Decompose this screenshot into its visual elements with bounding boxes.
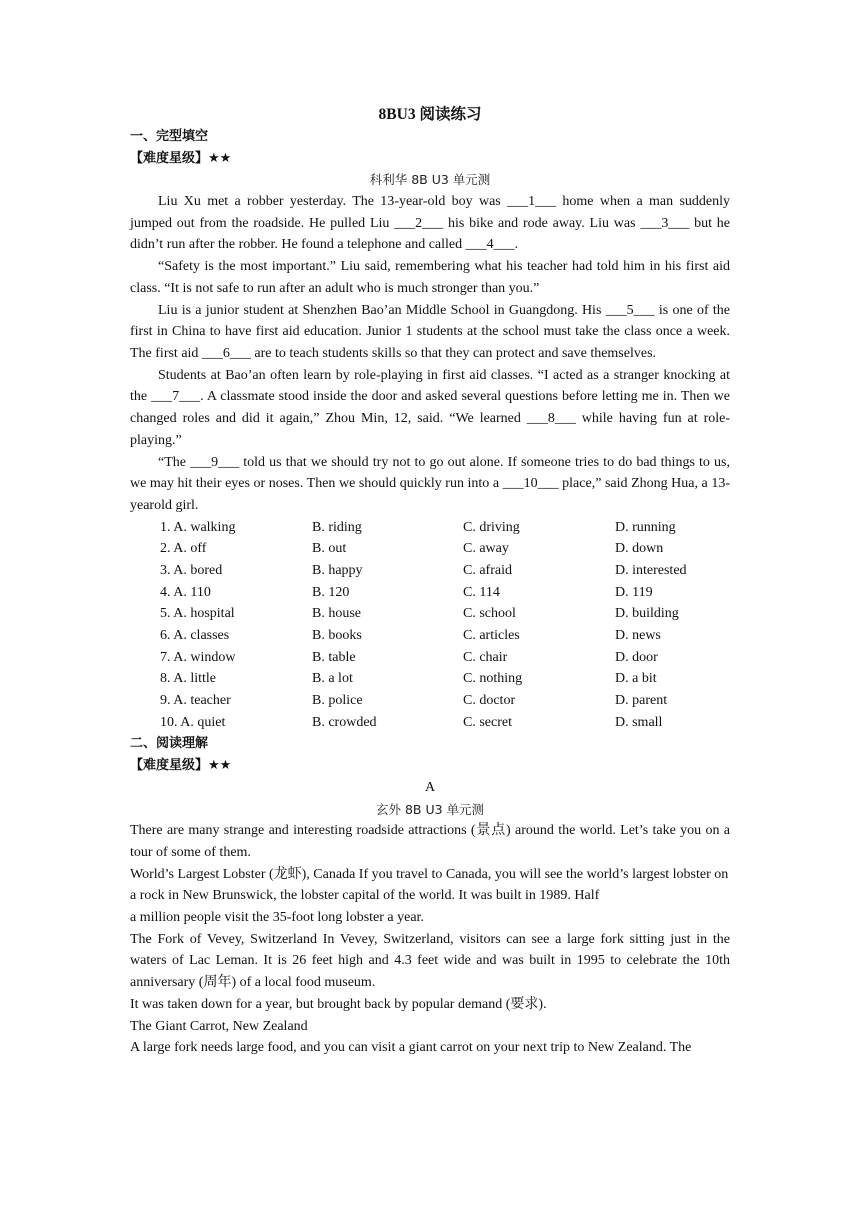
reading-paragraph-1: There are many strange and interesting roadside attractions (景点) around the world. Let’s take you on a tour of some of them. [130, 823, 730, 860]
option-row [160, 538, 730, 560]
option-b: B. police [312, 693, 363, 709]
cloze-paragraph-5: “The ___9___ told us that we should try not to go out alone. If someone tries to do bad things to us, we may hit their eyes or noses. Then we should quickly run into a ___10___ place,” said Zhong Hua, a 13-yearold girl. [130, 454, 730, 513]
option-b: B. 120 [312, 584, 350, 600]
option-d: D. interested [615, 562, 687, 578]
option-a: 3. A. bored [160, 562, 223, 578]
reading-paragraph-4: The Fork of Vevey, Switzerland In Vevey, Switzerland, visitors can see a large fork sitting just in the waters of Lac Leman. It is 26 feet high and 4.3 feet wide and was built in 1995 to celebrate the 10th anniversary (周年) of a local food museum. [130, 931, 730, 991]
option-c: C. doctor [463, 693, 516, 709]
option-d: D. door [615, 649, 658, 665]
section1-source: 科利华 8B U3 单元测 [369, 172, 491, 188]
cloze-paragraph-3: Liu is a junior student at Shenzhen Bao’an Middle School in Guangdong. His ___5___ is one of the first in China to have first aid education. Junior 1 students at the school must take the class once a week. The first aid ___6___ are to teach students skills so that they can protect and save themselves. [130, 302, 730, 361]
passage-label: A [424, 779, 436, 795]
option-c: C. secret [463, 714, 512, 730]
option-row [160, 647, 730, 669]
option-c: C. articles [463, 628, 520, 644]
reading-paragraph-3: a million people visit the 35-foot long lobster a year. [130, 910, 424, 926]
option-b: B. crowded [312, 714, 377, 730]
option-b: B. table [312, 649, 356, 665]
reading-paragraph-6: The Giant Carrot, New Zealand [130, 1018, 308, 1034]
option-row [160, 560, 730, 582]
option-row [160, 582, 730, 604]
section2-heading: 二、阅读理解 [130, 736, 209, 752]
option-row [160, 625, 730, 647]
cloze-paragraph-4: Students at Bao’an often learn by role-playing in first aid classes. “I acted as a stranger knocking at the ___7___. A classmate stood inside the door and asked several questions before letting me in. Then we changed roles and did it again,” Zhou Min, 12, said. “We learned ___8___ while having fun at role-playing.” [130, 367, 730, 448]
reading-paragraph-2: World’s Largest Lobster (龙虾), Canada If you travel to Canada, you will see the world’s largest lobster on a rock in New Brunswick, the lobster capital of the world. It was built in 1989. Half [130, 866, 729, 904]
option-d: D. parent [615, 693, 668, 709]
option-c: C. school [463, 606, 516, 622]
option-a: 8. A. little [160, 671, 216, 687]
reading-paragraph-5: It was taken down for a year, but brought back by popular demand (要求). [130, 996, 547, 1012]
option-a: 6. A. classes [160, 628, 230, 644]
option-d: D. small [615, 714, 663, 730]
option-a: 7. A. window [160, 649, 236, 665]
option-d: D. running [615, 519, 676, 535]
option-b: B. books [312, 628, 362, 644]
option-c: C. nothing [463, 671, 523, 687]
section1-difficulty: 【难度星级】★★ [130, 150, 232, 166]
option-a: 1. A. walking [160, 519, 236, 535]
option-row [160, 668, 730, 690]
option-row [160, 690, 730, 712]
option-c: C. driving [463, 519, 520, 535]
section1-heading: 一、完型填空 [130, 129, 209, 144]
option-a: 5. A. hospital [160, 606, 235, 622]
document-page [130, 104, 730, 1059]
option-a: 2. A. off [160, 541, 207, 557]
option-a: 10. A. quiet [160, 714, 226, 730]
option-d: D. a bit [615, 671, 657, 687]
option-d: D. news [615, 628, 661, 644]
option-c: C. away [463, 541, 509, 557]
option-b: B. riding [312, 519, 362, 535]
section2-source: 玄外 8B U3 单元测 [375, 801, 485, 817]
option-d: D. building [615, 606, 679, 622]
section2-difficulty: 【难度星级】★★ [130, 758, 232, 774]
option-b: B. happy [312, 562, 363, 578]
option-c: C. afraid [463, 562, 512, 578]
option-b: B. house [312, 606, 361, 622]
option-d: D. down [615, 541, 664, 557]
option-b: B. out [312, 541, 347, 557]
cloze-paragraph-2: “Safety is the most important.” Liu said, remembering what his teacher had told him in his first aid class. “It is not safe to run after an adult who is much stronger than you.” [130, 259, 730, 296]
option-row [160, 603, 730, 625]
cloze-options [160, 517, 730, 734]
option-a: 4. A. 110 [160, 584, 211, 600]
option-d: D. 119 [615, 584, 653, 600]
option-a: 9. A. teacher [160, 693, 231, 709]
cloze-paragraph-1: Liu Xu met a robber yesterday. The 13-year-old boy was ___1___ home when a man suddenly jumped out from the roadside. He pulled Liu ___2___ his bike and rode away. Liu was ___3___ but he didn’t run after the robber. He found a telephone and called ___4___. [130, 194, 730, 253]
document-title: 8BU3 阅读练习 [378, 106, 482, 123]
option-b: B. a lot [312, 671, 353, 687]
reading-paragraph-7: A large fork needs large food, and you can visit a giant carrot on your next trip to New Zealand. The [130, 1040, 692, 1056]
option-row [160, 517, 730, 539]
option-c: C. 114 [463, 584, 500, 600]
option-row [160, 712, 730, 734]
option-c: C. chair [463, 649, 508, 665]
